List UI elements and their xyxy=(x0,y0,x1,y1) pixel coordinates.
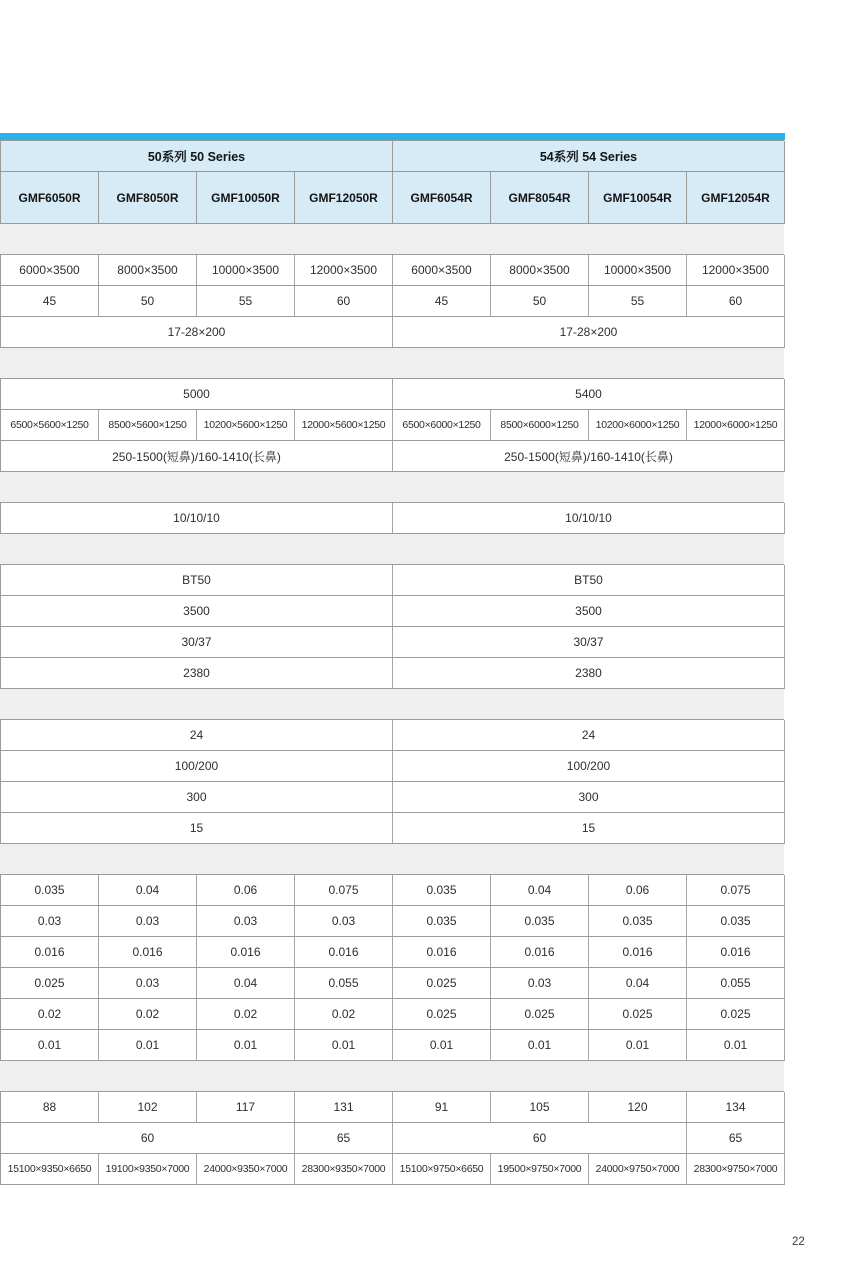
model-header-gmf10054r: GMF10054R xyxy=(589,172,687,224)
table-header xyxy=(0,140,784,224)
table-cell: 0.025 xyxy=(393,999,491,1030)
table-cell: 0.03 xyxy=(1,906,99,937)
table-cell: 0.025 xyxy=(1,968,99,999)
table-cell: 0.03 xyxy=(295,906,393,937)
table-section xyxy=(0,719,784,844)
table-cell: 24000×9750×7000 xyxy=(589,1154,687,1185)
table-cell: 88 xyxy=(1,1092,99,1123)
model-header-gmf8054r: GMF8054R xyxy=(491,172,589,224)
table-cell: 60 xyxy=(393,1123,687,1154)
table-section xyxy=(0,564,784,689)
model-header-gmf6054r: GMF6054R xyxy=(393,172,491,224)
table-cell: 0.075 xyxy=(687,875,785,906)
table-cell: 250-1500(短鼻)/160-1410(长鼻) xyxy=(393,441,785,472)
table-cell: 45 xyxy=(1,286,99,317)
table-cell: 24000×9350×7000 xyxy=(197,1154,295,1185)
table-cell: 8500×5600×1250 xyxy=(99,410,197,441)
section-separator-band xyxy=(0,689,784,719)
table-cell: 0.016 xyxy=(295,937,393,968)
table-cell: 55 xyxy=(197,286,295,317)
table-cell: 0.03 xyxy=(99,968,197,999)
section-separator-band xyxy=(0,348,784,378)
table-cell: BT50 xyxy=(393,565,785,596)
table-cell: 10200×6000×1250 xyxy=(589,410,687,441)
table-cell: 10000×3500 xyxy=(197,255,295,286)
table-cell: 3500 xyxy=(393,596,785,627)
table-cell: 10200×5600×1250 xyxy=(197,410,295,441)
model-header-gmf8050r: GMF8050R xyxy=(99,172,197,224)
series-header-54: 54系列 54 Series xyxy=(393,141,785,172)
table-cell: 30/37 xyxy=(1,627,393,658)
series-header-50: 50系列 50 Series xyxy=(1,141,393,172)
table-cell: 65 xyxy=(295,1123,393,1154)
table-cell: 3500 xyxy=(1,596,393,627)
table-cell: 105 xyxy=(491,1092,589,1123)
table-cell: 100/200 xyxy=(393,751,785,782)
table-cell: 300 xyxy=(393,782,785,813)
table-cell: 0.02 xyxy=(1,999,99,1030)
table-cell: 0.02 xyxy=(99,999,197,1030)
table-cell: 0.03 xyxy=(99,906,197,937)
table-cell: 50 xyxy=(99,286,197,317)
table-cell: 2380 xyxy=(393,658,785,689)
table-cell: 102 xyxy=(99,1092,197,1123)
table-cell: 65 xyxy=(687,1123,785,1154)
table-section xyxy=(0,378,784,472)
table-cell: 15 xyxy=(1,813,393,844)
table-cell: 10/10/10 xyxy=(1,503,393,534)
table-section xyxy=(0,1091,784,1185)
table-cell: 0.035 xyxy=(491,906,589,937)
table-cell: 28300×9750×7000 xyxy=(687,1154,785,1185)
table-cell: 0.025 xyxy=(491,999,589,1030)
table-cell: 131 xyxy=(295,1092,393,1123)
table-cell: 0.055 xyxy=(295,968,393,999)
table-cell: 60 xyxy=(1,1123,295,1154)
table-cell: 6000×3500 xyxy=(1,255,99,286)
table-cell: 45 xyxy=(393,286,491,317)
table-cell: 0.035 xyxy=(1,875,99,906)
table-cell: 17-28×200 xyxy=(1,317,393,348)
table-cell: 17-28×200 xyxy=(393,317,785,348)
table-cell: 8000×3500 xyxy=(99,255,197,286)
table-cell: 0.016 xyxy=(589,937,687,968)
page-number: 22 xyxy=(792,1236,805,1248)
table-cell: 12000×5600×1250 xyxy=(295,410,393,441)
table-cell: 0.035 xyxy=(589,906,687,937)
table-cell: 60 xyxy=(295,286,393,317)
table-cell: 55 xyxy=(589,286,687,317)
table-cell: 0.016 xyxy=(687,937,785,968)
table-cell: 0.025 xyxy=(589,999,687,1030)
table-cell: 12000×3500 xyxy=(687,255,785,286)
table-cell: 5000 xyxy=(1,379,393,410)
table-cell: 0.055 xyxy=(687,968,785,999)
accent-bar xyxy=(0,133,785,140)
table-section xyxy=(0,502,784,534)
table-cell: 0.025 xyxy=(687,999,785,1030)
table-cell: 0.016 xyxy=(393,937,491,968)
table-cell: 0.03 xyxy=(491,968,589,999)
table-cell: 28300×9350×7000 xyxy=(295,1154,393,1185)
table-cell: 0.01 xyxy=(99,1030,197,1061)
table-cell: 0.04 xyxy=(99,875,197,906)
table-cell: 24 xyxy=(1,720,393,751)
table-cell: 0.035 xyxy=(393,875,491,906)
table-cell: 6500×5600×1250 xyxy=(1,410,99,441)
table-cell: 0.01 xyxy=(295,1030,393,1061)
table-section xyxy=(0,254,784,348)
table-cell: 10000×3500 xyxy=(589,255,687,286)
table-cell: 8000×3500 xyxy=(491,255,589,286)
table-cell: 0.016 xyxy=(491,937,589,968)
table-cell: 19500×9750×7000 xyxy=(491,1154,589,1185)
table-cell: 0.04 xyxy=(491,875,589,906)
table-cell: 91 xyxy=(393,1092,491,1123)
table-cell: 0.016 xyxy=(1,937,99,968)
section-separator-band xyxy=(0,534,784,564)
table-cell: 0.04 xyxy=(197,968,295,999)
table-section xyxy=(0,874,784,1061)
table-cell: 0.02 xyxy=(295,999,393,1030)
table-cell: 0.01 xyxy=(589,1030,687,1061)
table-cell: 0.01 xyxy=(393,1030,491,1061)
table-cell: 0.03 xyxy=(197,906,295,937)
table-cell: 19100×9350×7000 xyxy=(99,1154,197,1185)
table-cell: 24 xyxy=(393,720,785,751)
section-separator-band xyxy=(0,844,784,874)
table-cell: 15100×9350×6650 xyxy=(1,1154,99,1185)
section-separator-band xyxy=(0,472,784,502)
table-cell: 0.04 xyxy=(589,968,687,999)
table-cell: 100/200 xyxy=(1,751,393,782)
table-cell: 0.06 xyxy=(197,875,295,906)
table-cell: 120 xyxy=(589,1092,687,1123)
table-cell: 60 xyxy=(687,286,785,317)
table-cell: 134 xyxy=(687,1092,785,1123)
table-cell: 0.01 xyxy=(197,1030,295,1061)
table-cell: 2380 xyxy=(1,658,393,689)
table-cell: 15 xyxy=(393,813,785,844)
table-cell: 0.01 xyxy=(491,1030,589,1061)
table-cell: BT50 xyxy=(1,565,393,596)
table-cell: 300 xyxy=(1,782,393,813)
table-cell: 0.06 xyxy=(589,875,687,906)
table-cell: 8500×6000×1250 xyxy=(491,410,589,441)
table-cell: 0.075 xyxy=(295,875,393,906)
table-cell: 50 xyxy=(491,286,589,317)
table-cell: 12000×6000×1250 xyxy=(687,410,785,441)
table-cell: 0.01 xyxy=(1,1030,99,1061)
section-separator-band xyxy=(0,1061,784,1091)
table-body xyxy=(0,224,785,1185)
table-cell: 15100×9750×6650 xyxy=(393,1154,491,1185)
table-cell: 0.035 xyxy=(687,906,785,937)
table-cell: 0.01 xyxy=(687,1030,785,1061)
table-cell: 0.025 xyxy=(393,968,491,999)
model-header-gmf12050r: GMF12050R xyxy=(295,172,393,224)
model-header-gmf12054r: GMF12054R xyxy=(687,172,785,224)
table-cell: 10/10/10 xyxy=(393,503,785,534)
table-cell: 5400 xyxy=(393,379,785,410)
spec-table xyxy=(0,140,785,1185)
model-header-gmf6050r: GMF6050R xyxy=(1,172,99,224)
section-separator-band xyxy=(0,224,784,254)
table-cell: 0.035 xyxy=(393,906,491,937)
table-cell: 0.02 xyxy=(197,999,295,1030)
table-cell: 30/37 xyxy=(393,627,785,658)
table-cell: 6500×6000×1250 xyxy=(393,410,491,441)
model-header-gmf10050r: GMF10050R xyxy=(197,172,295,224)
table-cell: 0.016 xyxy=(99,937,197,968)
table-cell: 117 xyxy=(197,1092,295,1123)
table-cell: 12000×3500 xyxy=(295,255,393,286)
table-cell: 0.016 xyxy=(197,937,295,968)
table-cell: 250-1500(短鼻)/160-1410(长鼻) xyxy=(1,441,393,472)
table-cell: 6000×3500 xyxy=(393,255,491,286)
